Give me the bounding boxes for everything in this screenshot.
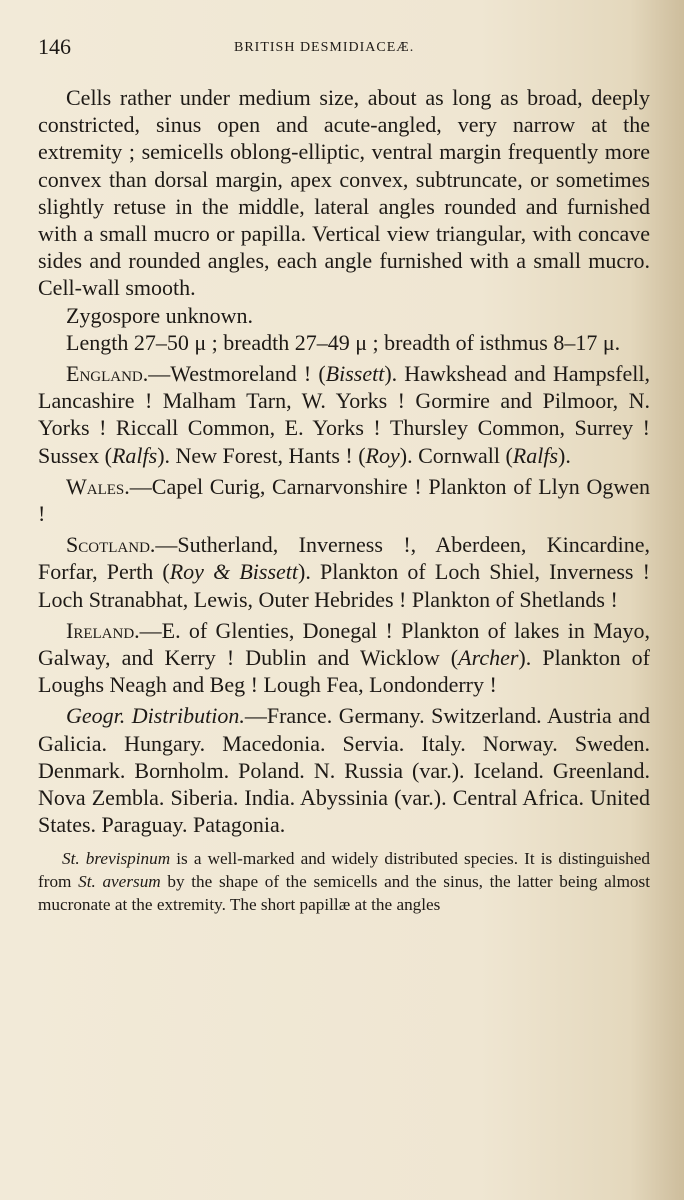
dimensions: Length 27–50 μ ; breadth 27–49 μ ; breadth of isthmus 8–17 μ. <box>66 329 621 355</box>
locality-england: England.—Westmoreland ! (Bissett). Hawkshead and Hampsfell, Lancashire ! Malham Tarn, W. Yorks ! Gormire and Pilmoor, N. Yorks ! Riccall Common, E. Yorks ! Thursley Common, Surrey ! Sussex (Ralfs). New Forest, Hants ! (Roy). Cornwall (Ralfs). <box>38 361 650 468</box>
collector-name: Ralfs <box>512 442 559 468</box>
locality-wales: Wales.—Capel Curig, Carnarvonshire ! Plankton of Llyn Ogwen ! <box>38 473 650 527</box>
collector-name: Archer <box>458 645 519 671</box>
species-description <box>38 84 650 838</box>
note-paragraph: St. brevispinum is a well-marked and widely distributed species. It is distinguished from St. aversum by the shape of the semicells and the sinus, the latter being almost mucronate at the extremity. The short papillæ at the angles <box>38 849 650 914</box>
region-label-ireland: Ireland. <box>66 617 140 643</box>
cell-description: Cells rather under medium size, about as long as broad, deeply constricted, sinus open and acute-angled, very narrow at the extremity ; semicells oblong-elliptic, ventral margin frequently more convex than dorsal margin, apex convex, subtruncate, or sometimes slightly retuse in the middle, lateral angles rounded and furnished with a small mucro or papilla. Vertical view triangular, with concave sides and rounded angles, each angle furnished with a small mucro. Cell-wall smooth. <box>38 85 650 301</box>
region-label-scotland: Scotland. <box>66 532 156 558</box>
region-label-wales: Wales. <box>66 473 130 499</box>
distribution-label: Geogr. Distribution. <box>66 703 245 729</box>
region-label-england: England. <box>66 361 149 387</box>
page-body <box>38 84 650 916</box>
geographic-distribution: Geogr. Distribution.—France. Germany. Switzerland. Austria and Galicia. Hungary. Macedonia. Servia. Italy. Norway. Sweden. Denmark. Bornholm. Poland. N. Russia (var.). Iceland. Greenland. Nova Zembla. Siberia. India. Abyssinia (var.). Central Africa. United States. Paraguay. Patagonia. <box>38 703 650 838</box>
collector-name: Roy & Bissett <box>169 559 299 585</box>
running-head: BRITISH DESMIDIACEÆ. <box>234 40 415 55</box>
locality-scotland: Scotland.—Sutherland, Inverness !, Aberdeen, Kincardine, Forfar, Perth (Roy & Bissett). Plankton of Loch Shiel, Inverness ! Loch Stranabhat, Lewis, Outer Hebrides ! Plankton of Shetlands ! <box>38 532 650 612</box>
collector-name: Roy <box>365 442 400 468</box>
species-name: St. aversum <box>78 872 161 892</box>
zygospore-note: Zygospore unknown. <box>66 302 253 328</box>
page-header <box>38 34 644 64</box>
species-name: St. brevispinum <box>62 849 171 869</box>
page-number: 146 <box>38 34 71 59</box>
collector-name: Bissett <box>325 361 385 387</box>
species-note <box>38 848 650 916</box>
locality-ireland: Ireland.—E. of Glenties, Donegal ! Plankton of lakes in Mayo, Galway, and Kerry ! Dublin and Wicklow (Archer). Plankton of Loughs Neagh and Beg ! Lough Fea, Londonderry ! <box>38 617 650 698</box>
collector-name: Ralfs <box>111 442 158 468</box>
